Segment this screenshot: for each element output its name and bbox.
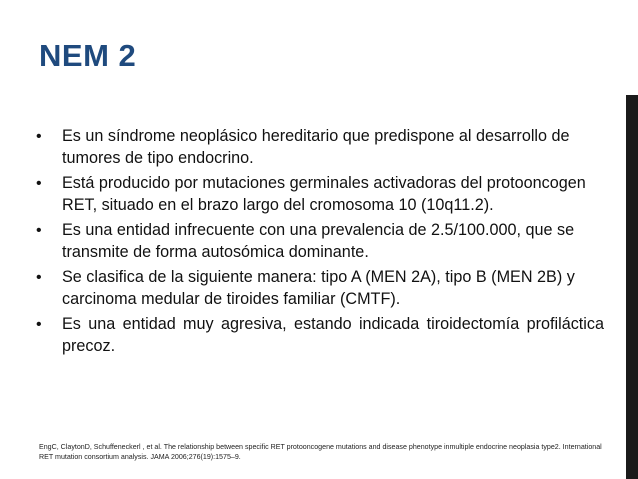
bullet-dot: • [36,316,42,333]
bullet-list [32,126,604,361]
bullet-item [32,314,604,357]
bullet-dot: • [36,128,42,145]
bullet-text: Se clasifica de la siguiente manera: tipo A (MEN 2A), tipo B (MEN 2B) y carcinoma medular de tiroides familiar (CMTF). [62,268,575,308]
bullet-text: Es una entidad infrecuente con una prevalencia de 2.5/100.000, que se transmite de forma autosómica dominante. [62,221,575,261]
bullet-text: Es una entidad muy agresiva, estando indicada tiroidectomía profiláctica precoz. [62,315,604,355]
bullet-item [32,267,604,310]
bullet-item [32,126,604,169]
bullet-text: Está producido por mutaciones germinales activadoras del protooncogen RET, situado en el brazo largo del cromosoma 10 (10q11.2). [62,174,586,214]
side-bar-decoration [626,95,638,479]
bullet-item [32,173,604,216]
bullet-text: Es un síndrome neoplásico hereditario que predispone al desarrollo de tumores de tipo endocrino. [62,127,570,167]
bullet-dot: • [36,269,42,286]
bullet-dot: • [36,222,42,239]
bullet-item [32,220,604,263]
bullet-dot: • [36,175,42,192]
slide-title: NEM 2 [39,38,137,73]
reference-citation: EngC, ClaytonD, Schuffeneckerl , et al. The relationship between specific RET protooncogene mutations and disease phenotype inmultiple endocrine neoplasia type2. International RET mutation consortium analysis. JAMA 2006;276(19):1575–9. [39,443,602,461]
